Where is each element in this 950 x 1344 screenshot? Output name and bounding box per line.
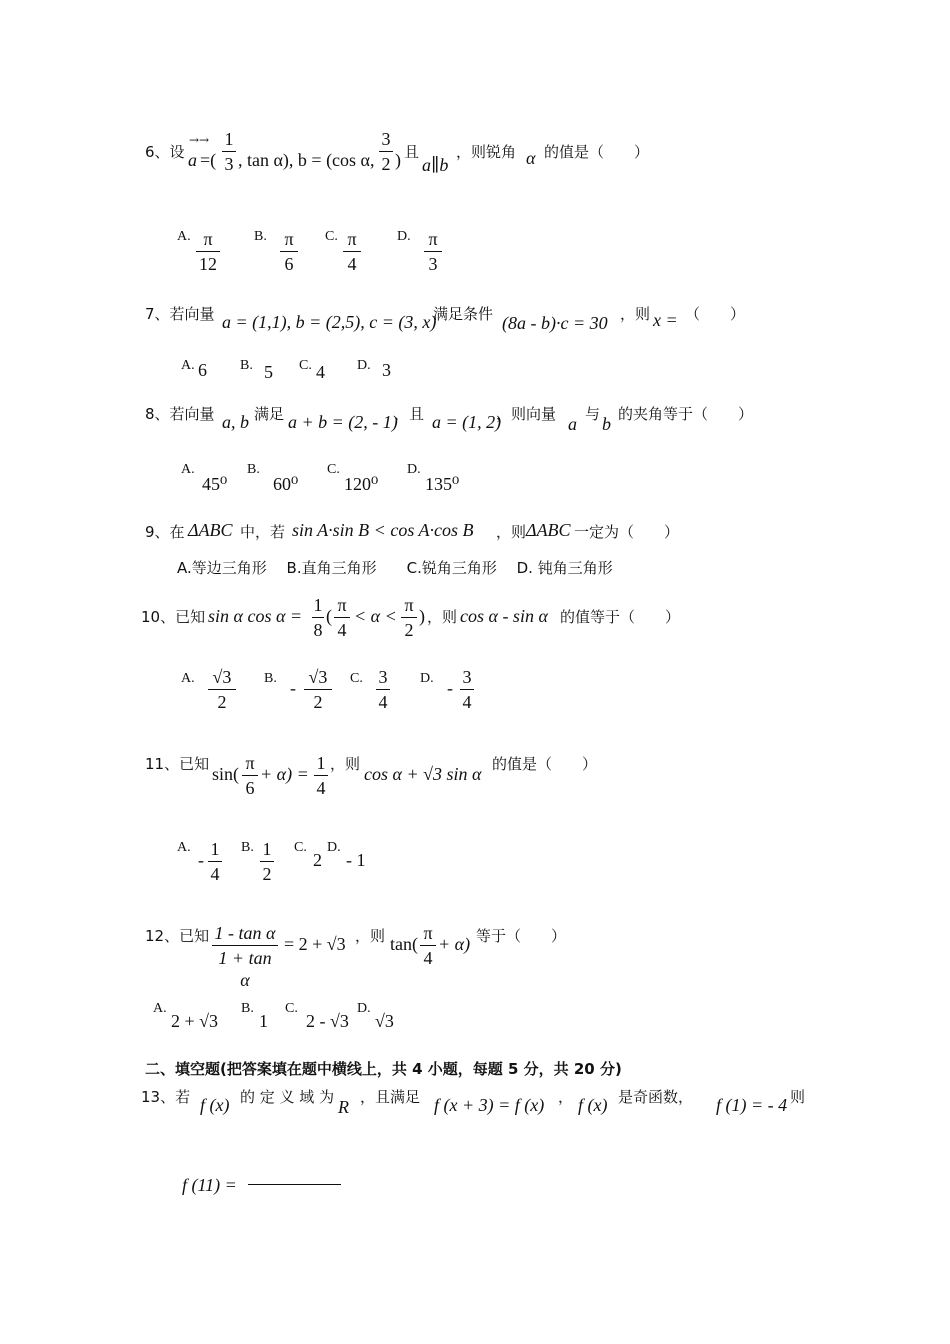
q13-satisfy: ，且满足: [360, 1088, 421, 1106]
q13-condition: f (x + 3) = f (x): [434, 1095, 545, 1115]
q12-eq: = 2 + √3: [284, 934, 346, 954]
q11-option-b: 1 2: [260, 838, 274, 885]
q13-f1: f (1) = - 4: [716, 1095, 788, 1115]
q6-close: ): [395, 150, 401, 170]
q12-frac2: π 4: [420, 922, 436, 969]
q6-frac2: 3 2: [379, 128, 393, 175]
q11-frac1: π 6: [242, 752, 258, 799]
q6-option-c: π 4: [343, 228, 361, 275]
q8-option-d-label: D.: [407, 462, 421, 477]
q9-condition: sin A·sin B < cos A·cos B: [292, 520, 474, 540]
q7-condition: (8a - b)·c = 30: [502, 313, 608, 333]
q6-option-b: π 6: [280, 228, 298, 275]
q12-option-a: 2 + √3: [171, 1011, 219, 1031]
q12-fraction: 1 - tan α 1 + tan α: [212, 922, 278, 991]
q6-vector-a: a: [188, 150, 197, 170]
q12-then: ，则: [355, 927, 386, 945]
q10-option-b-label: B.: [264, 671, 277, 686]
q8-then: ，则向量: [496, 405, 557, 423]
q7-option-a-label: A.: [181, 358, 195, 373]
q10-option-c: 3 4: [376, 666, 390, 713]
q7-option-d-label: D.: [357, 358, 371, 373]
q12-plus: + α): [438, 934, 471, 954]
q7-option-d: 3: [382, 360, 391, 380]
q10-tail: 的值等于（ ）: [560, 608, 681, 626]
q13-odd: 是奇函数，: [618, 1088, 694, 1106]
q7-option-a: 6: [198, 360, 207, 380]
q6-tail: 的值是（ ）: [544, 143, 650, 161]
q13-f11: f (11) =: [182, 1175, 237, 1195]
q6-option-d-label: D.: [397, 229, 411, 244]
q8-tail: 的夹角等于（ ）: [618, 405, 754, 423]
q13-domain-text: 的 定 义 域 为: [240, 1088, 335, 1106]
q9-mid: 中，若: [240, 523, 286, 541]
q7-option-c: 4: [316, 362, 325, 382]
q6-eq1: =(: [200, 150, 217, 170]
q6-option-b-label: B.: [254, 229, 267, 244]
q7-then: ，则: [620, 305, 651, 323]
q6-option-a-label: A.: [177, 229, 191, 244]
q9-tail: 一定为（ ）: [574, 523, 680, 541]
q12-option-d: √3: [375, 1011, 394, 1031]
q7-number: 7、若向量: [145, 305, 215, 323]
q11-option-d-label: D.: [327, 840, 341, 855]
q11-option-b-label: B.: [241, 840, 254, 855]
q8-option-c: 120⁰: [344, 474, 379, 494]
q10-option-d: 3 4: [460, 666, 474, 713]
q10-range: < α <: [354, 606, 397, 626]
q8-aval: a = (1, 2): [432, 412, 502, 432]
q12-option-b: 1: [259, 1011, 268, 1031]
q10-option-a: √3 2: [208, 666, 236, 713]
q8-option-a-label: A.: [181, 462, 195, 477]
q10-open: (: [326, 606, 332, 626]
q9-then: ，则: [496, 523, 527, 541]
q10-then: ，则: [427, 608, 458, 626]
q8-option-d: 135⁰: [425, 474, 460, 494]
q8-option-b: 60⁰: [273, 474, 299, 494]
q11-option-a-sign: -: [198, 850, 204, 870]
q12-tan: tan(: [390, 934, 418, 954]
q11-option-c-label: C.: [294, 840, 307, 855]
q10-frac3: π 2: [401, 594, 417, 641]
q9-triangle-2: ΔABC: [526, 520, 571, 540]
q6-option-d: π 3: [424, 228, 442, 275]
q9-options: A.等边三角形 B.直角三角形 C.锐角三角形 D. 钝角三角形: [177, 559, 613, 577]
q11-plus: + α) =: [260, 764, 309, 784]
q7-tail: （ ）: [685, 305, 746, 323]
q12-option-d-label: D.: [357, 1001, 371, 1016]
q10-close: ): [419, 606, 425, 626]
q7-option-b-label: B.: [240, 358, 253, 373]
q10-option-a-label: A.: [181, 671, 195, 686]
q11-then: ，则: [330, 755, 361, 773]
q11-question: cos α + √3 sin α: [364, 764, 482, 784]
q9-triangle: ΔABC: [188, 520, 233, 540]
q7-option-b: 5: [264, 362, 273, 382]
q6-option-a: π 12: [196, 228, 220, 275]
q6-frac1: 1 3: [222, 128, 236, 175]
q8-and: ，且: [394, 405, 425, 423]
q8-sum: a + b = (2, - 1): [288, 412, 398, 432]
q13-comma: ，: [558, 1088, 574, 1106]
q13-fx-2: f (x): [578, 1095, 608, 1115]
q7-option-c-label: C.: [299, 358, 312, 373]
q6-tan: , tan α), b = (cos α,: [238, 150, 375, 170]
q11-option-d: - 1: [346, 850, 366, 870]
answer-blank[interactable]: [248, 1184, 341, 1185]
q6-and: 且: [404, 143, 420, 161]
q8-option-a: 45⁰: [202, 474, 228, 494]
q8-option-b-label: B.: [247, 462, 260, 477]
q6-parallel: a∥b: [422, 155, 449, 175]
q12-option-c-label: C.: [285, 1001, 298, 1016]
q10-option-b: √3 2: [304, 666, 332, 713]
q11-option-a: 1 4: [208, 838, 222, 885]
q8-option-c-label: C.: [327, 462, 340, 477]
q11-sin: sin(: [212, 764, 239, 784]
q10-option-d-sign: -: [447, 678, 453, 698]
q10-option-d-label: D.: [420, 671, 434, 686]
q10-number: 10、已知: [141, 608, 206, 626]
q9-number: 9、在: [145, 523, 185, 541]
q13-R: R: [338, 1097, 349, 1117]
q7-x: x =: [653, 310, 678, 330]
q11-tail: 的值是（ ）: [492, 755, 598, 773]
q10-option-b-sign: -: [290, 678, 296, 698]
q13-number: 13、若: [141, 1088, 191, 1106]
q10-expr: sin α cos α =: [208, 606, 303, 626]
q13-fx: f (x): [200, 1095, 230, 1115]
q12-number: 12、已知: [145, 927, 210, 945]
q11-option-a-label: A.: [177, 840, 191, 855]
q10-question: cos α - sin α: [460, 606, 548, 626]
q8-number: 8、若向量: [145, 405, 215, 423]
q12-option-a-label: A.: [153, 1001, 167, 1016]
q12-option-b-label: B.: [241, 1001, 254, 1016]
vector-arrows-icon: →→: [189, 133, 210, 147]
q8-mid: 满足: [254, 405, 285, 423]
q12-tail: 等于（ ）: [476, 927, 567, 945]
q8-ab: a, b: [222, 412, 249, 432]
q10-option-c-label: C.: [350, 671, 363, 686]
q6-alpha: α: [526, 148, 536, 168]
q10-frac2: π 4: [334, 594, 350, 641]
q11-option-c: 2: [313, 850, 322, 870]
q6-option-c-label: C.: [325, 229, 338, 244]
q6-rest: ，则锐角: [456, 143, 517, 161]
q11-number: 11、已知: [145, 755, 210, 773]
q13-then: 则: [790, 1088, 806, 1106]
q8-with: 与: [585, 405, 601, 423]
q7-mid: 满足条件: [433, 305, 494, 323]
q7-vectors: a = (1,1), b = (2,5), c = (3, x): [222, 312, 437, 332]
q8-a: a: [568, 414, 577, 434]
q6-number: 6、设: [145, 143, 185, 161]
q10-frac1: 1 8: [313, 595, 323, 640]
section-heading: 二、填空题(把答案填在题中横线上，共 4 小题，每题 5 分，共 20 分): [145, 1060, 622, 1078]
q11-frac2: 1 4: [314, 752, 328, 799]
q8-b: b: [602, 414, 611, 434]
q12-option-c: 2 - √3: [306, 1011, 349, 1031]
